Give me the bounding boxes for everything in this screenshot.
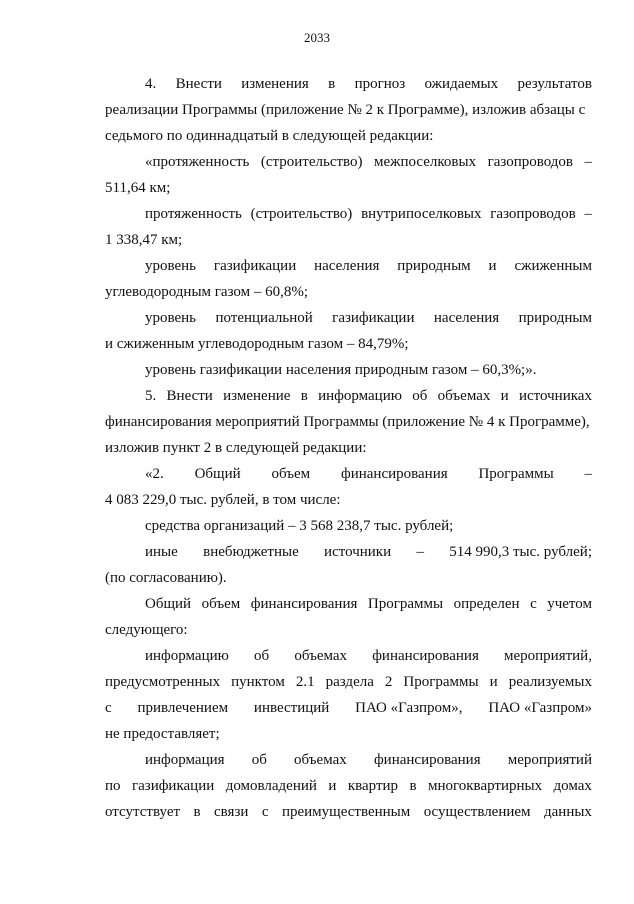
- line: [105, 591, 592, 617]
- word: газификации: [332, 310, 415, 326]
- word: (строительство): [250, 206, 353, 222]
- word: 2: [384, 674, 393, 690]
- word: в: [328, 76, 336, 92]
- paragraph-sredstva-organizacii: средства организаций – 3 568 238,7 тыс. рублей;: [145, 518, 454, 534]
- word: Внести: [175, 76, 222, 92]
- word: об: [254, 648, 270, 664]
- document-body: [105, 71, 592, 825]
- word: квартир: [347, 778, 399, 794]
- word: сжиженным: [514, 258, 592, 274]
- word: и: [328, 778, 337, 794]
- word: объемах: [294, 752, 347, 768]
- word: 514 990,3 тыс. рублей;: [449, 544, 592, 560]
- word: связи: [214, 804, 249, 820]
- line: углеводородным газом – 60,8%;: [105, 284, 309, 300]
- word: природным: [518, 310, 592, 326]
- word: иные: [145, 544, 178, 560]
- word: преимущественным: [281, 804, 411, 820]
- paragraph-opredelen-s-uchetom: [105, 591, 592, 643]
- word: ПАО «Газпром»,: [355, 700, 463, 716]
- line: [105, 461, 592, 487]
- item-4-line-3: седьмого по одиннадцатый в следующей редакции:: [105, 128, 434, 144]
- word: об: [412, 388, 428, 404]
- word: Программы: [403, 674, 479, 690]
- word: раздела: [325, 674, 374, 690]
- word: многоквартирных: [427, 778, 543, 794]
- word: объем: [201, 596, 241, 612]
- word: и: [500, 388, 509, 404]
- word: ПАО «Газпром»: [488, 700, 592, 716]
- item-4-line-2: реализации Программы (приложение № 2 к Программе), изложив абзацы с: [105, 102, 586, 118]
- word: источниках: [518, 388, 592, 404]
- word: внутрипоселковых: [361, 206, 482, 222]
- word: пунктом: [231, 674, 285, 690]
- line: [105, 747, 592, 773]
- paragraph-informaciyu-gazprom: [105, 643, 592, 747]
- word: газификации: [131, 778, 215, 794]
- word: изменение: [223, 388, 291, 404]
- word: межпоселковых: [374, 154, 477, 170]
- word: объемах: [437, 388, 491, 404]
- word: газификации: [213, 258, 297, 274]
- word: данных: [544, 804, 592, 820]
- word: информацию: [318, 388, 402, 404]
- word: (строительство): [260, 154, 363, 170]
- item-4-number: 4.: [145, 76, 157, 92]
- word: с: [105, 700, 112, 716]
- word: внебюджетные: [203, 544, 299, 560]
- paragraph-vnebyudzhetnye: [105, 539, 592, 591]
- word: –: [416, 544, 424, 560]
- word: в: [300, 388, 308, 404]
- word: Программы: [367, 596, 444, 612]
- word: об: [251, 752, 267, 768]
- word: Программы: [478, 466, 554, 482]
- word: объемах: [294, 648, 348, 664]
- word: мероприятий: [507, 752, 592, 768]
- word: объем: [271, 466, 311, 482]
- word: мероприятий,: [504, 648, 592, 664]
- word: финансирования: [372, 648, 479, 664]
- word: протяженность: [145, 206, 242, 222]
- paragraph-uroven-gazifikacii: [105, 253, 592, 305]
- item-5-line-3: изложив пункт 2 в следующей редакции:: [105, 440, 367, 456]
- word: в: [409, 778, 417, 794]
- line: [105, 669, 592, 695]
- item-5-paragraph: [105, 383, 592, 461]
- word: информацию: [145, 648, 229, 664]
- word: по: [105, 778, 121, 794]
- item-5-line-1: [105, 383, 592, 409]
- word: 2.1: [295, 674, 315, 690]
- word: предусмотренных: [105, 674, 221, 690]
- line: [105, 695, 592, 721]
- line: [105, 201, 592, 227]
- word: уровень: [145, 258, 197, 274]
- word: «протяженность: [145, 154, 250, 170]
- word: домах: [553, 778, 592, 794]
- word: и: [488, 258, 497, 274]
- word: финансирования: [340, 466, 448, 482]
- word: учетом: [547, 596, 592, 612]
- word: финансирования: [373, 752, 481, 768]
- line: (по согласованию).: [105, 570, 227, 586]
- paragraph-vnutriposelkovye: [105, 201, 592, 253]
- line: [105, 773, 592, 799]
- word: –: [584, 466, 592, 482]
- paragraph-potencialnaya-gazifikaciya: [105, 305, 592, 357]
- word: газопроводов: [490, 206, 576, 222]
- paragraph-prirodnyi-gaz: уровень газификации населения природным газом – 60,3%;».: [145, 362, 537, 378]
- item-4-line-1: [105, 71, 592, 97]
- word: природным: [397, 258, 471, 274]
- word: отсутствует: [105, 804, 181, 820]
- word: финансирования: [250, 596, 358, 612]
- word: инвестиций: [253, 700, 330, 716]
- word: результатов: [517, 76, 592, 92]
- line: [105, 539, 592, 565]
- word: осуществлением: [423, 804, 531, 820]
- line: 4 083 229,0 тыс. рублей, в том числе:: [105, 492, 341, 508]
- word: ожидаемых: [424, 76, 499, 92]
- line: [105, 799, 592, 825]
- page-number: 2033: [304, 30, 330, 45]
- item-5-number: 5.: [145, 388, 157, 404]
- line: [105, 305, 592, 331]
- word: реализуемых: [508, 674, 592, 690]
- word: населения: [314, 258, 380, 274]
- word: населения: [433, 310, 500, 326]
- word: Внести: [166, 388, 213, 404]
- word: Общий: [194, 466, 241, 482]
- word: Общий: [145, 596, 192, 612]
- word: «2.: [145, 466, 164, 482]
- item-4-paragraph: [105, 71, 592, 149]
- paragraph-informaciya-domovladeniya: [105, 747, 592, 825]
- word: информация: [145, 752, 225, 768]
- word: привлечением: [137, 700, 229, 716]
- line: и сжиженным углеводородным газом – 84,79%;: [105, 336, 409, 352]
- word: с: [261, 804, 269, 820]
- paragraph-mezhposelkovye: [105, 149, 592, 201]
- word: потенциальной: [215, 310, 313, 326]
- line: [105, 149, 592, 175]
- word: –: [584, 206, 592, 222]
- word: определен: [453, 596, 520, 612]
- paragraph-obshchii-obem: [105, 461, 592, 513]
- word: прогноз: [354, 76, 406, 92]
- line: не предоставляет;: [105, 726, 220, 742]
- word: уровень: [145, 310, 197, 326]
- word: газопроводов: [487, 154, 573, 170]
- line: 1 338,47 км;: [105, 232, 183, 248]
- line: [105, 643, 592, 669]
- line: [105, 253, 592, 279]
- word: изменения: [241, 76, 309, 92]
- word: с: [530, 596, 537, 612]
- word: и: [489, 674, 498, 690]
- word: домовладений: [225, 778, 317, 794]
- word: –: [584, 154, 592, 170]
- item-5-line-2: финансирования мероприятий Программы (приложение № 4 к Программе),: [105, 414, 590, 430]
- word: в: [193, 804, 201, 820]
- line: следующего:: [105, 622, 188, 638]
- line: 511,64 км;: [105, 180, 171, 196]
- word: источники: [324, 544, 392, 560]
